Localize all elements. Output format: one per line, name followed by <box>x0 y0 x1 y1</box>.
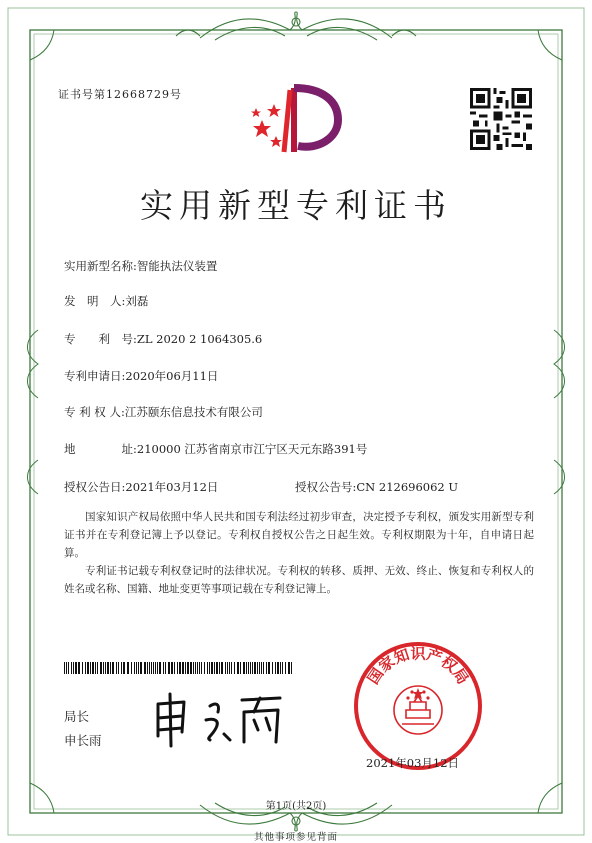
seal-date: 2021年03月12日 <box>366 756 460 770</box>
field-label: 专 利 号: <box>64 332 137 346</box>
field-utility-name <box>64 258 217 274</box>
field-value: ZL 2020 2 1064305.6 <box>136 332 263 346</box>
field-label: 地 址: <box>64 442 137 456</box>
barcode <box>64 662 296 674</box>
field-address <box>64 441 367 457</box>
official-seal <box>352 640 484 772</box>
field-value: 江苏颐东信息技术有限公司 <box>124 405 263 419</box>
field-label: 发 明 人: <box>64 294 126 308</box>
handwritten-signature <box>150 690 290 750</box>
signer-role: 局长 <box>64 709 90 724</box>
field-value: 2021年03月12日 <box>125 480 219 494</box>
seal-text: 国家知识产权局 <box>363 644 473 688</box>
side-ornament-left <box>28 330 39 494</box>
qr-code-icon <box>470 88 532 150</box>
field-label: 实用新型名称: <box>64 259 137 273</box>
field-grant-date <box>64 479 218 495</box>
field-label: 授权公告日: <box>64 480 126 494</box>
svg-text:国家知识产权局 <box>364 645 472 688</box>
field-label: 授权公告号: <box>295 480 357 494</box>
legal-paragraph-1: 国家知识产权局依照中华人民共和国专利法经过初步审查，决定授予专利权，颁发实用新型专利证书并在专利登记簿上予以登记。专利权自授权公告之日起生效。专利权期限为十年，自申请日起算。 <box>64 511 534 559</box>
field-grant-number <box>295 479 458 495</box>
field-label: 专 利 权 人: <box>64 405 125 419</box>
side-ornament-right <box>554 330 565 494</box>
bottom-note: 其他事项参见背面 <box>253 832 338 843</box>
field-label: 专利申请日: <box>64 369 126 383</box>
field-filing-date <box>64 368 218 384</box>
certificate-number: 证书号第12668729号 <box>58 88 182 101</box>
field-value: 2020年06月11日 <box>125 369 219 383</box>
page-indicator: 第1页(共2页) <box>265 801 327 812</box>
field-value: 刘磊 <box>125 294 149 308</box>
certificate-title: 实用新型专利证书 <box>140 186 452 225</box>
field-value: 智能执法仪装置 <box>136 259 218 273</box>
field-value: 210000 江苏省南京市江宁区天元东路391号 <box>136 442 368 456</box>
field-patent-number <box>64 331 262 347</box>
cnipa-logo-icon <box>246 80 346 160</box>
top-ornament <box>176 12 416 40</box>
field-value: CN 212696062 U <box>356 480 459 494</box>
signer-name: 申长雨 <box>64 733 102 748</box>
legal-paragraph-2: 专利证书记载专利权登记时的法律状况。专利权的转移、质押、无效、终止、恢复和专利权人的姓名或名称、国籍、地址变更等事项记载在专利登记簿上。 <box>64 565 534 595</box>
field-inventor <box>64 293 148 309</box>
field-patentee <box>64 404 263 420</box>
